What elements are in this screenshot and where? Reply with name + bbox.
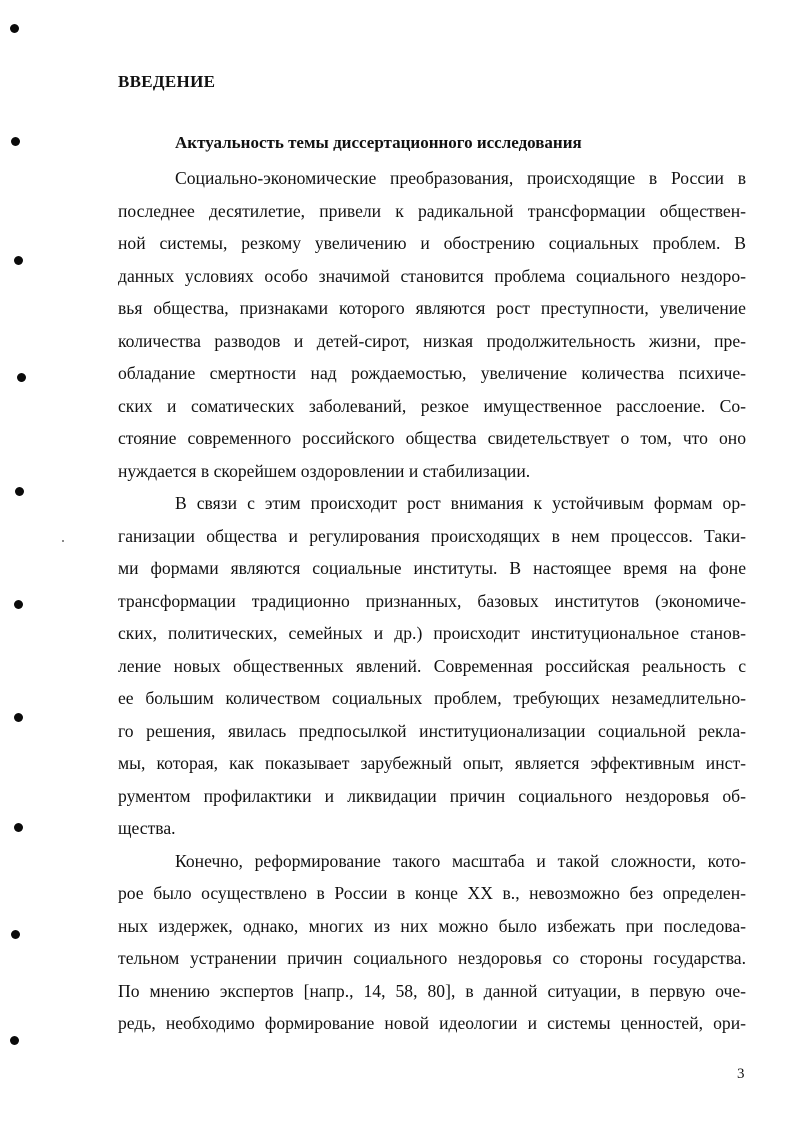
text-line: По мнению экспертов [напр., 14, 58, 80], в данной ситуации, в первую оче- — [118, 980, 746, 1001]
section-subheading: Актуальность темы диссертационного исследования — [175, 133, 582, 152]
body-text — [118, 162, 746, 1040]
text-line: ских и соматических заболеваний, резкое имущественное расслоение. Со- — [118, 395, 746, 416]
binder-hole — [14, 823, 23, 832]
text-line: мы, которая, как показывает зарубежный опыт, является эффективным инст- — [118, 753, 746, 773]
page-heading: ВВЕДЕНИЕ — [118, 72, 216, 91]
binder-hole — [11, 930, 20, 939]
paragraph — [118, 845, 746, 1040]
binder-hole — [14, 256, 23, 265]
binder-hole — [10, 1036, 19, 1045]
binder-hole — [17, 373, 26, 382]
text-line: последнее десятилетие, привели к радикальной трансформации обществен- — [118, 200, 746, 221]
text-line: щества. — [118, 818, 176, 838]
scan-speck — [62, 540, 64, 542]
text-line: го решения, явилась предпосылкой институционализации социальной рекла- — [118, 720, 746, 741]
page-number: 3 — [737, 1066, 745, 1082]
text-line: данных условиях особо значимой становится проблема социального нездоро- — [118, 265, 746, 286]
text-line: ганизации общества и регулирования происходящих в нем процессов. Таки- — [118, 525, 746, 546]
text-line: вья общества, признаками которого являются рост преступности, увеличение — [118, 298, 746, 318]
text-line: рое было осуществлено в России в конце XX в., невозможно без определен- — [118, 883, 746, 903]
binder-hole — [14, 713, 23, 722]
text-line: количества разводов и детей-сирот, низкая продолжительность жизни, пре- — [118, 330, 746, 351]
text-line: ной системы, резкому увеличению и обострению социальных проблем. В — [118, 233, 746, 253]
text-line: ми формами являются социальные институты. В настоящее время на фоне — [118, 558, 746, 578]
text-line: ее большим количеством социальных проблем, требующих незамедлительно- — [118, 688, 746, 708]
text-line: Социально-экономические преобразования, происходящие в России в — [175, 168, 746, 188]
paragraph — [118, 162, 746, 487]
text-line: редь, необходимо формирование новой идеологии и системы ценностей, ори- — [118, 1013, 746, 1033]
paragraph — [118, 487, 746, 845]
text-line: рументом профилактики и ликвидации причин социального нездоровья об- — [118, 785, 746, 806]
binder-hole — [10, 24, 19, 33]
text-line: В связи с этим происходит рост внимания к устойчивым формам ор- — [175, 493, 746, 513]
text-line: Конечно, реформирование такого масштаба и такой сложности, кото- — [175, 850, 746, 871]
text-line: обладание смертности над рождаемостью, увеличение количества психиче- — [118, 363, 746, 383]
text-line: трансформации традиционно признанных, базовых институтов (экономиче- — [118, 590, 746, 611]
text-line: ных издержек, однако, многих из них можно было избежать при последова- — [118, 915, 746, 936]
binder-hole — [15, 487, 24, 496]
text-line: тельном устранении причин социального нездоровья со стороны государства. — [118, 948, 746, 968]
text-line: нуждается в скорейшем оздоровлении и стабилизации. — [118, 460, 531, 481]
binder-hole — [11, 137, 20, 146]
text-line: стояние современного российского общества свидетельствует о том, что оно — [118, 428, 746, 448]
text-line: ление новых общественных явлений. Современная российская реальность с — [118, 655, 746, 676]
binder-hole — [14, 600, 23, 609]
text-line: ских, политических, семейных и др.) происходит институциональное станов- — [118, 623, 746, 643]
